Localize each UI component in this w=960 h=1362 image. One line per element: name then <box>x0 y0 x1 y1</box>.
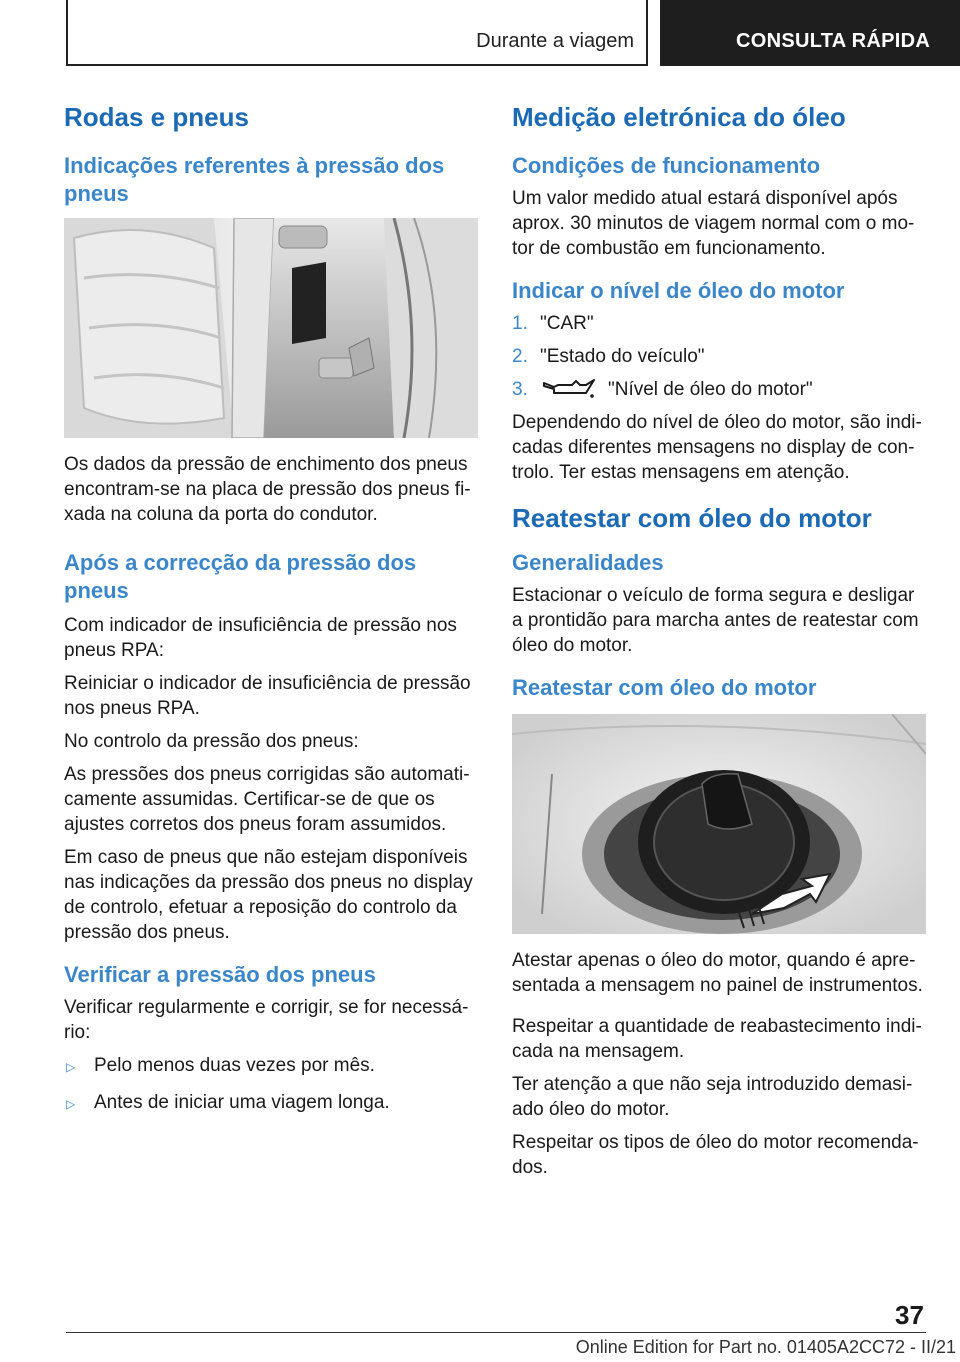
heading-show-oil-level: Indicar o nível de óleo do motor <box>512 278 845 303</box>
footer-edition-text: Online Edition for Part no. 01405A2CC72 - II/21 <box>575 1337 956 1357</box>
list-item <box>64 1090 478 1117</box>
list-item <box>64 1053 478 1080</box>
oil-filler-cap-illustration <box>512 714 926 934</box>
oil-filler-cap-image <box>512 714 926 934</box>
step-item <box>512 377 926 402</box>
heading-after-pressure-correction: Após a correcção da pressão dos pneus <box>64 550 417 603</box>
operating-conditions-text: Um valor medido atual estará disponível após aprox. 30 minutos de viagem normal com o mo-tor de combustão em funcionamento. <box>512 188 915 259</box>
list-item-text: Antes de iniciar uma viagem longa. <box>94 1092 390 1113</box>
header-section-box <box>66 0 648 66</box>
heading-general: Generalidades <box>512 550 664 575</box>
page-number: 37 <box>895 1300 924 1330</box>
step-text: "Estado do veículo" <box>540 346 705 367</box>
right-column <box>512 100 926 1188</box>
rpa-intro-text: Com indicador de insuficiência de pressão nos pneus RPA: <box>64 615 457 661</box>
footer-divider <box>66 1332 926 1333</box>
step-item <box>512 311 926 336</box>
recommended-oil-types-text: Respeitar os tipos de óleo do motor recomenda-dos. <box>512 1132 919 1178</box>
tyre-pressure-info-text: Os dados da pressão de enchimento dos pneus encontram-se na placa de pressão dos pneus fi-xada na coluna da porta do condutor. <box>64 454 471 525</box>
step-number: 2. <box>512 346 528 367</box>
heading-refill-engine-oil: Reatestar com óleo do motor <box>512 503 872 533</box>
heading-electronic-oil-measurement: Medição eletrónica do óleo <box>512 102 846 132</box>
step-number: 1. <box>512 313 528 334</box>
triangle-bullet-icon: ▷ <box>66 1060 76 1074</box>
not-too-much-oil-text: Ter atenção a que não seja introduzido demasi-ado óleo do motor. <box>512 1074 913 1120</box>
header-tab-label: CONSULTA RÁPIDA <box>736 30 931 52</box>
check-regularly-text: Verificar regularmente e corrigir, se for necessá-rio: <box>64 997 469 1043</box>
pressure-control-intro-text: No controlo da pressão dos pneus: <box>64 731 359 752</box>
oil-level-messages-text: Dependendo do nível de óleo do motor, são indi-cadas diferentes mensagens no display de con-trolo. Ter estas mensagens em atenção. <box>512 412 922 483</box>
left-column <box>64 100 478 1127</box>
list-item-text: Pelo menos duas vezes por mês. <box>94 1055 375 1076</box>
step-number: 3. <box>512 379 528 400</box>
step-text: "Nível de óleo do motor" <box>608 379 813 400</box>
pressures-assumed-text: As pressões dos pneus corrigidas são automati-camente assumidas. Certificar-se de que os ajustes corretos dos pneus foram assumidos. <box>64 764 470 835</box>
refill-quantity-text: Respeitar a quantidade de reabastecimento indi-cada na mensagem. <box>512 1016 922 1062</box>
step-item <box>512 344 926 369</box>
step-text: "CAR" <box>540 313 594 334</box>
refill-when-message-text: Atestar apenas o óleo do motor, quando é apre-sentada a mensagem no painel de instrumentos. <box>512 950 923 996</box>
triangle-bullet-icon: ▷ <box>66 1097 76 1111</box>
check-frequency-list <box>64 1053 478 1117</box>
pressure-reset-text: Em caso de pneus que não estejam disponíveis nas indicações da pressão dos pneus no display de controlo, efetuar a reposição do controlo da pressão dos pneus. <box>64 847 473 943</box>
heading-operating-conditions: Condições de funcionamento <box>512 153 821 178</box>
oil-level-steps <box>512 311 926 402</box>
door-pillar-image <box>64 218 478 438</box>
rpa-reset-text: Reiniciar o indicador de insuficiência de pressão nos pneus RPA. <box>64 673 471 719</box>
heading-tyre-pressure-info: Indicações referentes à pressão dos pneus <box>64 153 445 206</box>
header-section-title: Durante a viagem <box>476 30 634 52</box>
header-tab-box <box>660 0 960 66</box>
heading-refill-engine-oil-sub: Reatestar com óleo do motor <box>512 675 817 700</box>
oil-can-icon <box>542 377 596 399</box>
door-pillar-illustration <box>64 218 478 438</box>
general-text: Estacionar o veículo de forma segura e desligar a prontidão para marcha antes de reatestar com óleo do motor. <box>512 585 919 656</box>
heading-check-tyre-pressure: Verificar a pressão dos pneus <box>64 962 376 987</box>
heading-wheels-tyres: Rodas e pneus <box>64 102 249 132</box>
